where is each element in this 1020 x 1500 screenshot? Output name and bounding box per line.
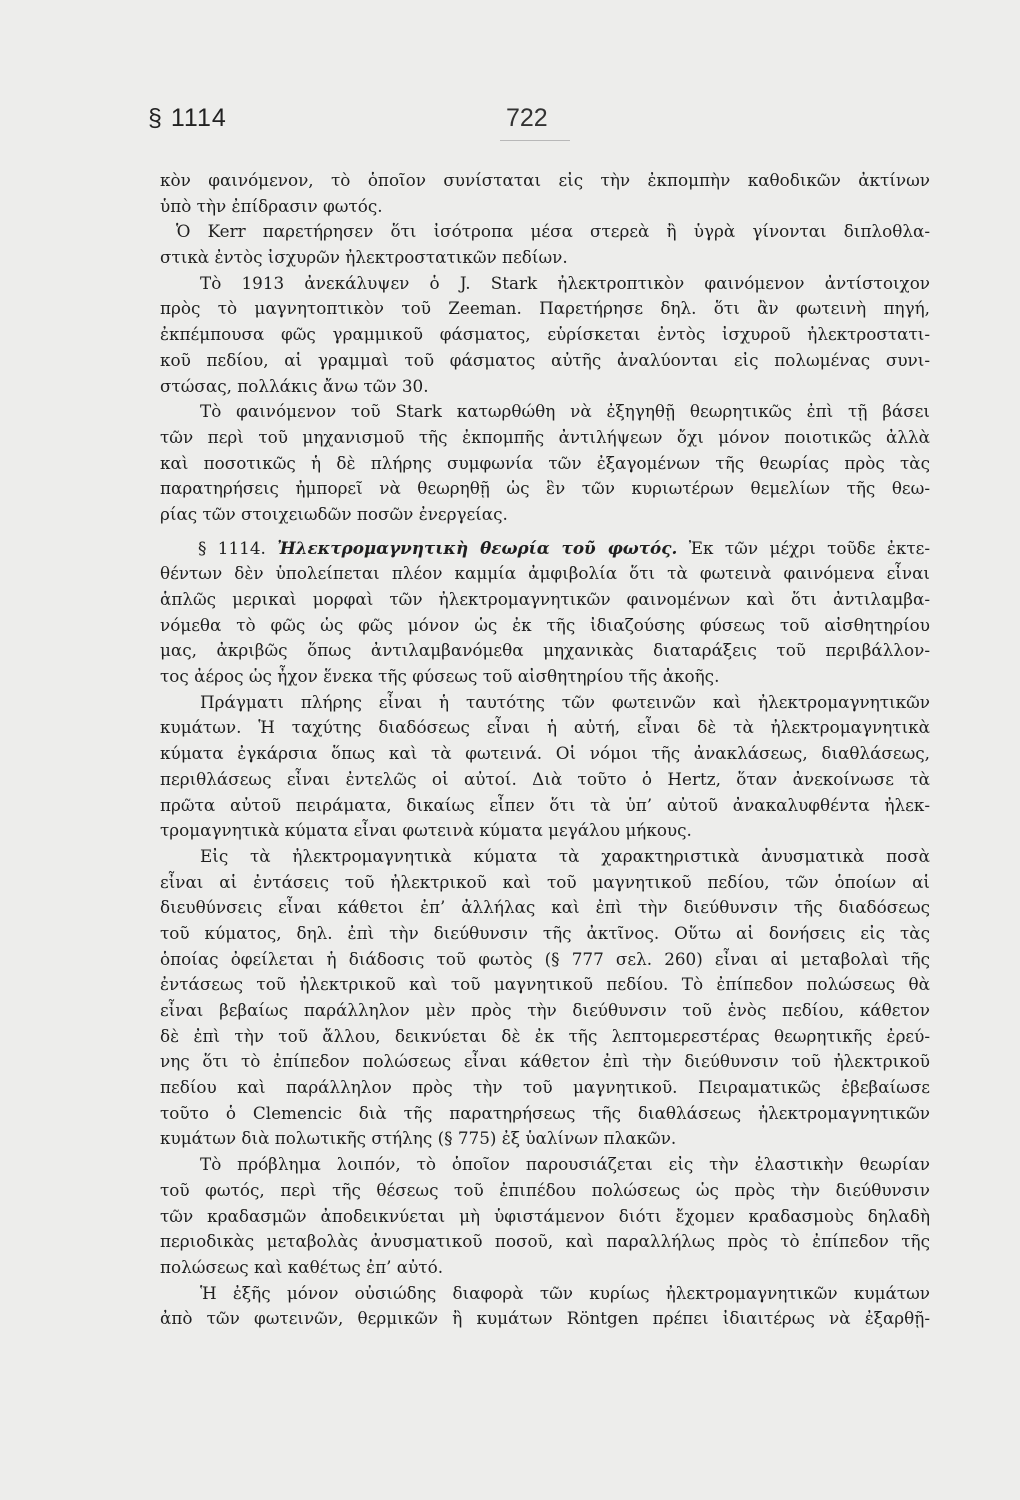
text-line: νόμεθα τὸ φῶς ὡς φῶς μόνον ὡς ἐκ τῆς ἰδιαζούσης φύσεως τοῦ αἰσθητηρίου: [160, 614, 930, 635]
page-number: 722: [506, 104, 548, 132]
text-line: τοῦ κύματος, δηλ. ἐπὶ τὴν διεύθυνσιν τῆς ἀκτῖνος. Οὕτω αἱ δονήσεις εἰς τὰς: [160, 922, 930, 943]
text-line: περιθλάσεως εἶναι ἐντελῶς οἱ αὐτοί. Διὰ τοῦτο ὁ Hertz, ὅταν ἀνεκοίνωσε τὰ: [160, 768, 930, 789]
page-header: [148, 104, 938, 144]
text-line: τῶν κραδασμῶν ἀποδεικνύεται μὴ ὑφιστάμενον διότι ἔχομεν κραδασμοὺς δηλαδὴ: [160, 1205, 930, 1226]
text-line: ρίας τῶν στοιχειωδῶν ποσῶν ἐνεργείας.: [160, 503, 508, 524]
text-line: στώσας, πολλάκις ἄνω τῶν 30.: [160, 375, 429, 396]
text-line: Τὸ 1913 ἀνεκάλυψεν ὁ J. Stark ἠλεκτροπτικὸν φαινόμενον ἀντίστοιχον: [200, 272, 930, 293]
text-line: διευθύνσεις εἶναι κάθετοι ἐπ’ ἀλλήλας καὶ ἐπὶ τὴν διεύθυνσιν τῆς διαδόσεως: [160, 897, 930, 918]
text-line: κυμάτων διὰ πολωτικῆς στήλης (§ 775) ἐξ ὑαλίνων πλακῶν.: [160, 1128, 677, 1149]
section-heading-number: § 1114.: [198, 537, 266, 558]
section-heading-title: Ἠλεκτρομαγνητικὴ θεωρία τοῦ φωτός.: [277, 537, 678, 558]
text-line: τοῦτο ὁ Clemencic διὰ τῆς παρατηρήσεως τῆς διαθλάσεως ἠλεκτρομαγνητικῶν: [160, 1102, 930, 1123]
text-line: περιοδικὰς μεταβολὰς ἀνυσματικοῦ ποσοῦ, καὶ παραλλήλως πρὸς τὸ ἐπίπεδον τῆς: [160, 1231, 930, 1252]
text-line: πολώσεως καὶ καθέτως ἐπ’ αὐτό.: [160, 1256, 444, 1277]
section-gap: [160, 528, 930, 536]
text-line: μας, ἀκριβῶς ὅπως ἀντιλαμβανόμεθα μηχανικὰς διαταράξεις τοῦ περιβάλλον-: [160, 640, 930, 661]
text-line: τρομαγνητικὰ κύματα εἶναι φωτεινὰ κύματα μεγάλου μήκους.: [160, 820, 692, 841]
text-line: πεδίου καὶ παράλληλον πρὸς τὴν τοῦ μαγνητικοῦ. Πειραματικῶς ἐβεβαίωσε: [160, 1077, 930, 1098]
text-line: Τὸ φαινόμενον τοῦ Stark κατωρθώθη νὰ ἐξηγηθῇ θεωρητικῶς ἐπὶ τῇ βάσει: [200, 401, 930, 422]
text-line: εἶναι αἱ ἐντάσεις τοῦ ἠλεκτρικοῦ καὶ τοῦ μαγνητικοῦ πεδίου, τῶν ὁποίων αἱ: [160, 871, 930, 892]
text-line: ἐκπέμπουσα φῶς γραμμικοῦ φάσματος, εὑρίσκεται ἐντὸς ἰσχυροῦ ἠλεκτροστατι-: [160, 324, 930, 345]
text-line: κὸν φαινόμενον, τὸ ὁποῖον συνίσταται εἰς τὴν ἐκπομπὴν καθοδικῶν ἀκτίνων: [160, 170, 930, 190]
text-line: θέντων δὲν ὑπολείπεται πλέον καμμία ἀμφιβολία ὅτι τὰ φωτεινὰ φαινόμενα εἶναι: [160, 563, 930, 584]
text-line: τος ἀέρος ὡς ἦχον ἕνεκα τῆς φύσεως τοῦ αἰσθητηρίου τῆς ἀκοῆς.: [160, 666, 720, 687]
text-line: καὶ ποσοτικῶς ἡ δὲ πλήρης συμφωνία τῶν ἐξαγομένων τῆς θεωρίας πρὸς τὰς: [160, 452, 930, 473]
text-line: τοῦ φωτός, περὶ τῆς θέσεως τοῦ ἐπιπέδου πολώσεως ὡς πρὸς τὴν διεύθυνσιν: [160, 1179, 930, 1200]
text-line: ἁπλῶς μερικαὶ μορφαὶ τῶν ἠλεκτρομαγνητικῶν φαινομένων καὶ ὅτι ἀντιλαμβα-: [160, 589, 930, 609]
text-line: ἐντάσεως τοῦ ἠλεκτρικοῦ καὶ τοῦ μαγνητικοῦ πεδίου. Τὸ ἐπίπεδον πολώσεως θὰ: [160, 974, 930, 995]
page-number-underline: [500, 140, 570, 141]
text-line: ἀπὸ τῶν φωτεινῶν, θερμικῶν ἢ κυμάτων Röntgen πρέπει ἰδιαιτέρως νὰ ἐξαρθῇ-: [160, 1308, 930, 1329]
section-heading-line: [160, 536, 930, 562]
text-line: Ὁ Kerr παρετήρησεν ὅτι ἰσότροπα μέσα στερεὰ ἢ ὑγρὰ γίνονται διπλοθλα-: [176, 221, 930, 242]
text-line: εἶναι βεβαίως παράλληλον μὲν πρὸς τὴν διεύθυνσιν τοῦ ἑνὸς πεδίου, κάθετον: [160, 1000, 930, 1020]
body-text: [160, 168, 930, 1332]
text-line: Τὸ πρόβλημα λοιπόν, τὸ ὁποῖον παρουσιάζεται εἰς τὴν ἐλαστικὴν θεωρίαν: [200, 1154, 930, 1175]
text-line: νης ὅτι τὸ ἐπίπεδον πολώσεως εἶναι κάθετον ἐπὶ τὴν διεύθυνσιν τοῦ ἠλεκτρικοῦ: [160, 1051, 930, 1072]
text-line: πρῶτα αὐτοῦ πειράματα, δικαίως εἶπεν ὅτι τὰ ὑπ’ αὐτοῦ ἀνακαλυφθέντα ἠλεκ-: [160, 794, 930, 815]
text-line: κυμάτων. Ἡ ταχύτης διαδόσεως εἶναι ἡ αὐτή, εἶναι δὲ τὰ ἠλεκτρομαγνητικὰ: [160, 717, 930, 738]
text-line: ὑπὸ τὴν ἐπίδρασιν φωτός.: [160, 195, 383, 216]
text-line: Πράγματι πλήρης εἶναι ἡ ταυτότης τῶν φωτεινῶν καὶ ἠλεκτρομαγνητικῶν: [200, 691, 930, 712]
text-line: ὁποίας ὀφείλεται ἡ διάδοσις τοῦ φωτὸς (§ 777 σελ. 260) εἶναι αἱ μεταβολαὶ τῆς: [160, 948, 930, 969]
section-heading-rest: Ἐκ τῶν μέχρι τοῦδε ἐκτε-: [688, 537, 930, 558]
text-line: Ἡ ἐξῆς μόνον οὐσιώδης διαφορὰ τῶν κυρίως ἠλεκτρομαγνητικῶν κυμάτων: [200, 1282, 930, 1303]
text-line: Εἰς τὰ ἠλεκτρομαγνητικὰ κύματα τὰ χαρακτηριστικὰ ἀνυσματικὰ ποσὰ: [200, 845, 930, 866]
section-number: § 1114: [148, 104, 227, 132]
text-line: κύματα ἐγκάρσια ὅπως καὶ τὰ φωτεινά. Οἱ νόμοι τῆς ἀνακλάσεως, διαθλάσεως,: [160, 743, 930, 764]
text-line: δὲ ἐπὶ τὴν τοῦ ἄλλου, δεικνύεται δὲ ἐκ τῆς λεπτομερεστέρας θεωρητικῆς ἐρεύ-: [160, 1025, 930, 1046]
text-line: παρατηρήσεις ἠμπορεῖ νὰ θεωρηθῇ ὡς ἓν τῶν κυριωτέρων θεμελίων τῆς θεω-: [160, 478, 930, 499]
text-line: τῶν περὶ τοῦ μηχανισμοῦ τῆς ἐκπομπῆς ἀντιλήψεων ὄχι μόνον ποιοτικῶς ἀλλὰ: [160, 426, 930, 447]
text-line: κοῦ πεδίου, αἱ γραμμαὶ τοῦ φάσματος αὐτῆς ἀναλύονται εἰς πολωμένας συνι-: [160, 349, 930, 370]
text-line: πρὸς τὸ μαγνητοπτικὸν τοῦ Zeeman. Παρετήρησε δηλ. ὅτι ἂν φωτεινὴ πηγή,: [160, 298, 930, 319]
text-line: στικὰ ἐντὸς ἰσχυρῶν ἠλεκτροστατικῶν πεδίων.: [160, 247, 568, 268]
